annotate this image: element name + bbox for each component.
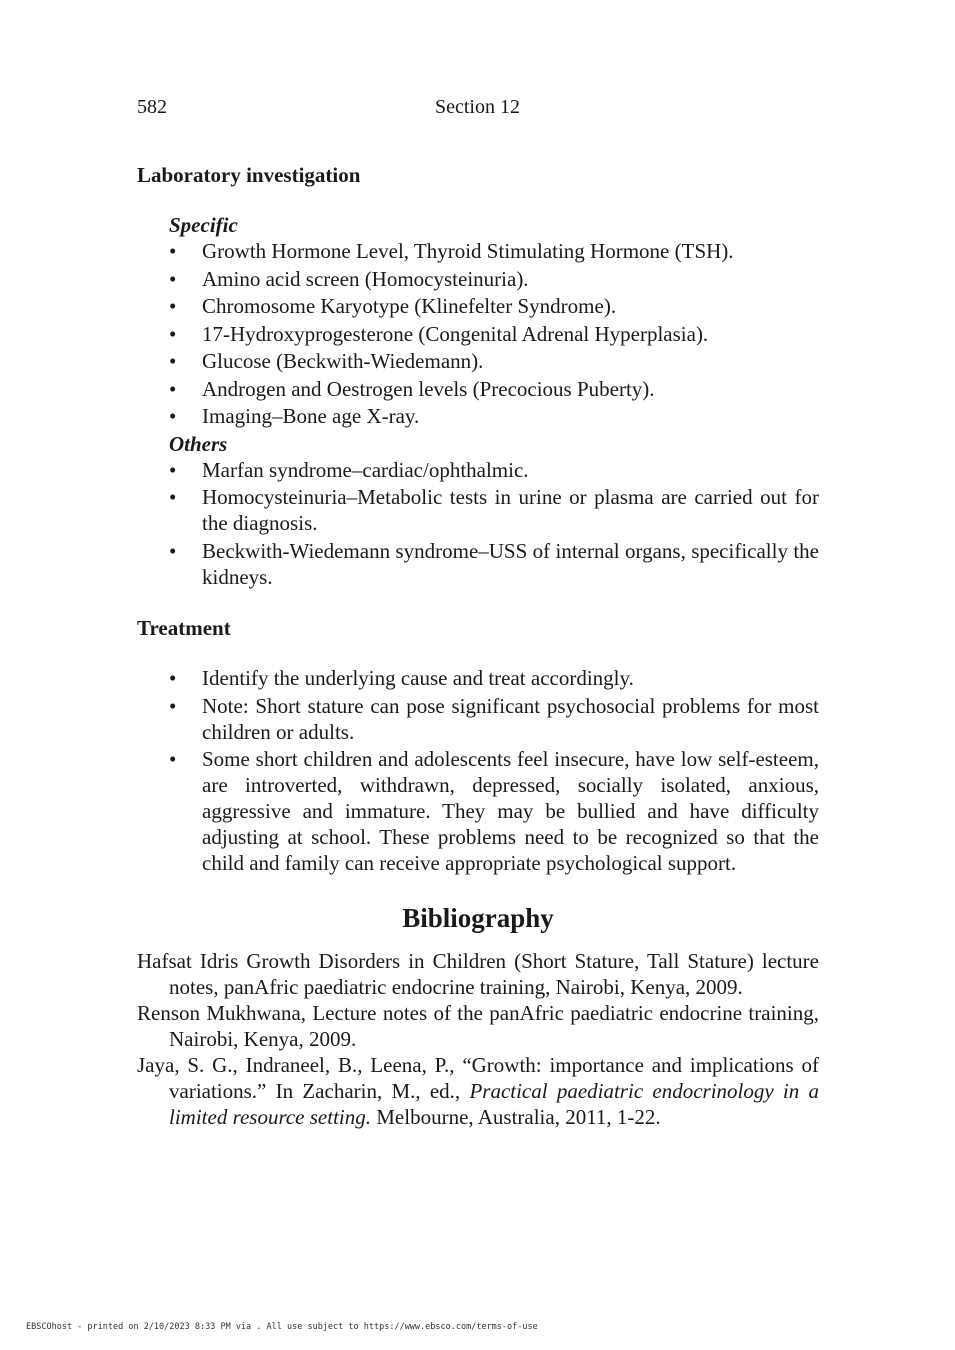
list-item: • Identify the underlying cause and treat accordingly. <box>202 665 819 691</box>
list-item: • 17-Hydroxyprogesterone (Congenital Adrenal Hyperplasia). <box>202 321 819 347</box>
list-item: • Homocysteinuria–Metabolic tests in urine or plasma are carried out for the diagnosis. <box>202 484 819 536</box>
lab-heading: Laboratory investigation <box>137 163 361 187</box>
list-item: • Some short children and adolescents feel insecure, have low self-esteem, are introverted, withdrawn, depressed, socially isolated, anxious, aggressive and immature. They may be bullied and have difficulty adjusting at school. These problems need to be recognized so that the child and family can receive appropriate psychological support. <box>202 746 819 876</box>
list-item: • Note: Short stature can pose significant psychosocial problems for most children or adults. <box>202 693 819 745</box>
bibliography-entry: Renson Mukhwana, Lecture notes of the panAfric paediatric endocrine training, Nairobi, Kenya, 2009. <box>137 1000 819 1051</box>
bibliography-entry: Hafsat Idris Growth Disorders in Children (Short Stature, Tall Stature) lecture notes, panAfric paediatric endocrine training, Nairobi, Kenya, 2009. <box>137 948 819 999</box>
specific-subheading: Specific <box>169 213 238 237</box>
others-subheading: Others <box>169 431 228 456</box>
ref-text: Melbourne, Australia, 2011, 1-22. <box>371 1104 661 1129</box>
treatment-heading: Treatment <box>137 616 231 640</box>
ref-text: Jaya, S. G., Indraneel, B., Leena, P., “Growth: importance and implications of variations.” In Zacharin, M., ed., <box>137 1052 819 1103</box>
list-item: • Androgen and Oestrogen levels (Precocious Puberty). <box>202 376 819 402</box>
list-item: • Amino acid screen (Homocysteinuria). <box>202 266 819 292</box>
list-item: • Glucose (Beckwith-Wiedemann). <box>202 348 819 374</box>
bibliography-entry <box>137 1052 819 1130</box>
specific-list <box>137 238 819 429</box>
others-list <box>137 457 819 590</box>
list-item: • Imaging–Bone age X-ray. <box>202 403 819 429</box>
running-head: Section 12 <box>435 96 520 118</box>
list-item: • Beckwith-Wiedemann syndrome–USS of internal organs, specifically the kidneys. <box>202 538 819 590</box>
page-body <box>137 162 819 1130</box>
list-item: • Chromosome Karyotype (Klinefelter Syndrome). <box>202 293 819 319</box>
bibliography-title: Bibliography <box>402 902 554 933</box>
list-item: • Marfan syndrome–cardiac/ophthalmic. <box>202 457 819 483</box>
footer-notice: EBSCOhost - printed on 2/10/2023 8:33 PM via . All use subject to https://www.ebsco.com/terms-of-use <box>26 1322 538 1332</box>
ref-book-title: Practical paediatric endocrinology in a limited resource setting. <box>169 1078 819 1129</box>
page-number: 582 <box>137 96 167 118</box>
list-item: • Growth Hormone Level, Thyroid Stimulating Hormone (TSH). <box>202 238 819 264</box>
treatment-list <box>137 665 819 876</box>
